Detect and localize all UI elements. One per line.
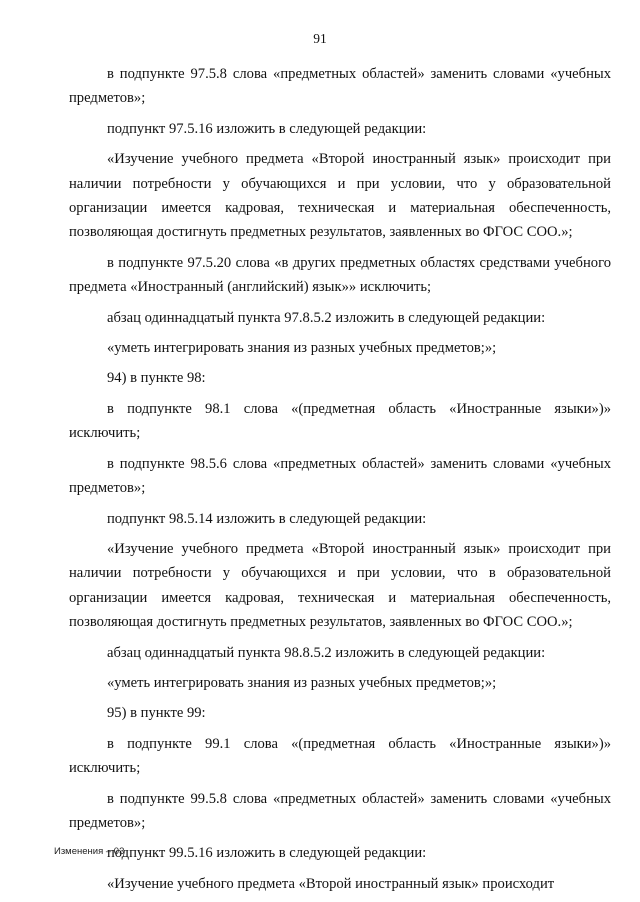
paragraph: подпункт 99.5.16 изложить в следующей редакции: [107, 845, 427, 862]
paragraph: «уметь интегрировать знания из разных учебных предметов;»; [107, 674, 497, 691]
paragraph: подпункт 98.5.14 изложить в следующей редакции: [107, 510, 427, 527]
paragraph: в подпункте 98.1 слова «(предметная область «Иностранные языки»)» исключить; [69, 400, 611, 442]
paragraph: 95) в пункте 99: [107, 705, 206, 722]
paragraph: «Изучение учебного предмета «Второй иностранный язык» происходит [107, 875, 555, 892]
paragraph: «Изучение учебного предмета «Второй иностранный язык» происходит при наличии потребности у обучающихся и при условии, что у образовательной организации имеется кадровая, техническая и материальная обеспеченность, позволяющая достигнуть предметных результатов, заявленных во ФГОС СОО.»; [69, 151, 611, 241]
page-number: 91 [313, 31, 327, 46]
footer-note: Изменения – 03 [54, 846, 125, 857]
paragraph: «Изучение учебного предмета «Второй иностранный язык» происходит при наличии потребности у обучающихся и при условии, что в образовательной организации имеется кадровая, техническая и материальная обеспеченность, позволяющая достигнуть предметных результатов, заявленных во ФГОС СОО.»; [69, 540, 611, 631]
paragraph: абзац одиннадцатый пункта 98.8.5.2 изложить в следующей редакции: [107, 644, 546, 661]
paragraph: в подпункте 98.5.6 слова «предметных областей» заменить словами «учебных предметов»; [69, 455, 611, 497]
document-body [69, 62, 611, 902]
paragraph: 94) в пункте 98: [107, 370, 206, 387]
paragraph: подпункт 97.5.16 изложить в следующей редакции: [107, 120, 427, 137]
paragraph: в подпункте 99.5.8 слова «предметных областей» заменить словами «учебных предметов»; [69, 790, 611, 831]
paragraph: «уметь интегрировать знания из разных учебных предметов;»; [107, 340, 497, 357]
paragraph: абзац одиннадцатый пункта 97.8.5.2 изложить в следующей редакции: [107, 309, 546, 326]
paragraph: в подпункте 97.5.20 слова «в других предметных областях средствами учебного предмета «Иностранный (английский) язык»» исключить; [69, 254, 611, 296]
paragraph: в подпункте 97.5.8 слова «предметных областей» заменить словами «учебных предметов»; [69, 66, 611, 107]
paragraph: в подпункте 99.1 слова «(предметная область «Иностранные языки»)» исключить; [69, 735, 611, 777]
